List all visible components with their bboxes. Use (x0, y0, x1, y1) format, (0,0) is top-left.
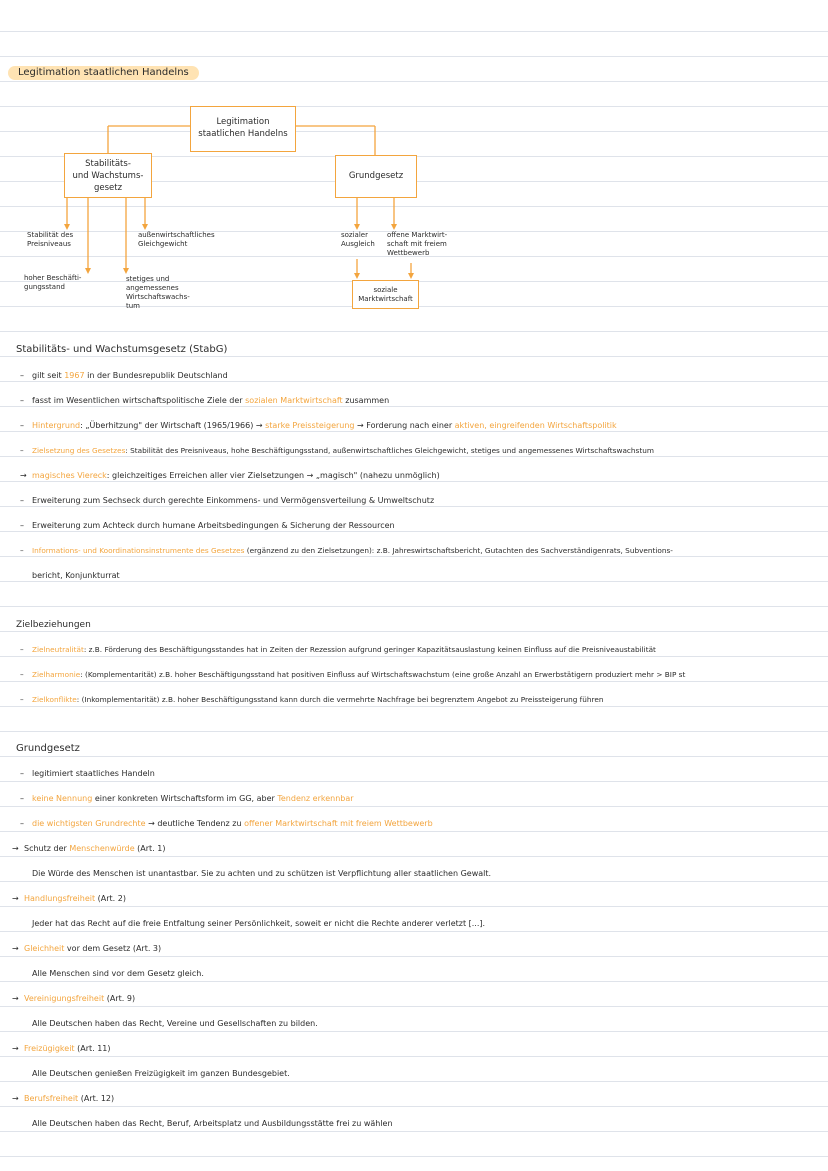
grundgesetz-box-label: Grundgesetz (348, 171, 404, 181)
gg-social-balance-line2: Ausgleich (341, 240, 375, 248)
s1l6: Erweiterung zum Sechseck durch gerechte Einkommens- und Vermögensverteilung & Umweltschutz (32, 496, 435, 505)
section2-heading: Zielbeziehungen (16, 620, 91, 630)
goal-price-stability-line1: Stabilität des (27, 231, 74, 239)
section2-line3: – Zielkonflikte: (Inkomplementarität) z.B. hoher Beschäftigungsstand kann durch die vermehrte Nachfrage bei begrenztem Angebot zu Preissteigerung führen (20, 695, 604, 704)
s1l1-c: in der Bundesrepublik Deutschland (84, 371, 228, 380)
goal-price-stability-line2: Preisniveaus (27, 240, 71, 248)
gg-open-market-line3: Wettbewerb (387, 249, 430, 257)
gg-open-market-line1: offene Marktwirt- (387, 231, 448, 239)
right-6-text: Alle Deutschen haben das Recht, Beruf, Arbeitsplatz und Ausbildungsstätte frei zu wählen (32, 1119, 393, 1128)
root-box-line2: staatlichen Handelns (198, 129, 288, 139)
section1-line4: – Zielsetzung des Gesetzes: Stabilität des Preisniveaus, hohe Beschäftigungsstand, außenwirtschaftliches Gleichgewicht, stetiges und angemessenes Wirtschaftswachstum (20, 446, 654, 455)
right-1-text: Die Würde des Menschen ist unantastbar. Sie zu achten und zu schützen ist Verpflichtung aller staatlichen Gewalt. (32, 869, 492, 878)
r2-c: (Art. 2) (95, 894, 126, 903)
s1l5-a: magisches Viereck (32, 471, 107, 480)
r1-a: Schutz der (24, 844, 70, 853)
r6-c: (Art. 12) (78, 1094, 115, 1103)
s2l1-b: : z.B. Förderung des Beschäftigungsstandes hat in Zeiten der Rezession aufgrund geringer Kapazitätsauslastung keinen Einfluss auf die Preisniveaustabilität (83, 645, 656, 654)
s1l3-a: Hintergrund (32, 421, 81, 430)
section1-line2: – fasst im Wesentlichen wirtschaftspolitische Ziele der sozialen Marktwirtschaft zusammen (20, 396, 390, 405)
s3l2-a: keine Nennung (32, 794, 93, 803)
r1-b: Menschenwürde (69, 844, 135, 853)
r1-c: (Art. 1) (134, 844, 166, 853)
s1l3-d: → Forderung nach einer (354, 421, 455, 430)
s1l7: Erweiterung zum Achteck durch humane Arbeitsbedingungen & Sicherung der Ressourcen (32, 521, 395, 530)
s2l3-b: : (Inkomplementarität) z.B. hoher Beschäftigungsstand kann durch die vermehrte Nachfrage bei begrenztem Angebot zu Preissteigerung führen (76, 695, 604, 704)
goal-growth-line2: angemessenes (126, 284, 179, 292)
s3l3-b: → deutliche Tendenz zu (145, 819, 245, 828)
right-5-text: Alle Deutschen genießen Freizügigkeit im ganzen Bundesgebiet. (32, 1069, 290, 1078)
r3-c: vor dem Gesetz (Art. 3) (64, 944, 162, 953)
goal-growth-line3: Wirtschaftswachs- (126, 293, 190, 301)
s1l3-c: starke Preissteigerung (265, 421, 355, 430)
r4-b: Vereinigungsfreiheit (24, 994, 105, 1003)
right-2: → Handlungsfreiheit (Art. 2) (12, 894, 126, 903)
s1l2-a: fasst im Wesentlichen wirtschaftspolitische Ziele der (32, 396, 246, 405)
social-market-line1: soziale (373, 286, 398, 294)
s1l1-a: gilt seit (32, 371, 65, 380)
root-box (190, 106, 296, 152)
stabg-box (64, 153, 152, 198)
s1l8-b: (ergänzend zu den Zielsetzungen): z.B. Jahreswirtschaftsbericht, Gutachten des Sachverständigenrats, Subventions- (244, 546, 673, 555)
r6-b: Berufsfreiheit (24, 1094, 79, 1103)
section1-line3: – Hintergrund: „Überhitzung" der Wirtschaft (1965/1966) → starke Preissteigerung → Forderung nach einer aktiven, eingreifenden Wirtschaftspolitik (20, 421, 617, 430)
r5-c: (Art. 11) (74, 1044, 111, 1053)
s1l2-b: sozialen Marktwirtschaft (245, 396, 343, 405)
gg-open-market-line2: schaft mit freiem (387, 240, 447, 248)
s1l4-a: Zielsetzung des Gesetzes (32, 446, 126, 455)
grundgesetz-box (335, 155, 417, 198)
right-1: → Schutz der Menschenwürde (Art. 1) (12, 844, 166, 853)
gg-social-balance (341, 231, 375, 249)
section1-line7: – Erweiterung zum Achteck durch humane Arbeitsbedingungen & Sicherung der Ressourcen (20, 521, 395, 530)
gg-social-balance-line1: sozialer (341, 231, 368, 239)
s1l4-b: : Stabilität des Preisniveaus, hohe Beschäftigungsstand, außenwirtschaftliches Gleichgewicht, stetiges und angemessenes Wirtschaftswachstum (125, 446, 654, 455)
section3-line2: – keine Nennung einer konkreten Wirtschaftsform im GG, aber Tendenz erkennbar (20, 794, 354, 803)
goal-price-stability (27, 231, 73, 249)
section3-heading: Grundgesetz (16, 743, 80, 754)
section1-line8-cont: bericht, Konjunkturrat (32, 571, 120, 580)
social-market-box (352, 280, 419, 309)
section1-heading: Stabilitäts- und Wachstumsgesetz (StabG) (16, 344, 228, 355)
right-3: → Gleichheit vor dem Gesetz (Art. 3) (12, 944, 162, 953)
right-2-text: Jeder hat das Recht auf die freie Entfaltung seiner Persönlichkeit, soweit er nicht die Rechte anderer verletzt [...]. (32, 919, 486, 928)
s1l3-e: aktiven, eingreifenden Wirtschaftspolitik (454, 421, 617, 430)
goal-employment-line1: hoher Beschäfti- (24, 274, 82, 282)
section1-line5: → magisches Viereck: gleichzeitiges Erreichen aller vier Zielsetzungen → „magisch" (nahezu unmöglich) (20, 471, 440, 480)
s3l3-a: die wichtigsten Grundrechte (32, 819, 146, 828)
s3l3-c: offener Marktwirtschaft mit freiem Wettbewerb (244, 819, 433, 828)
r5-b: Freizügigkeit (24, 1044, 75, 1053)
section3-line3: – die wichtigsten Grundrechte → deutliche Tendenz zu offener Marktwirtschaft mit freiem Wettbewerb (20, 819, 433, 828)
r4-c: (Art. 9) (104, 994, 136, 1003)
gg-open-market (387, 231, 447, 258)
s3l2-b: einer konkreten Wirtschaftsform im GG, aber (92, 794, 278, 803)
s2l2-b: : (Komplementarität) z.B. hoher Beschäftigungsstand hat positiven Einfluss auf Wirtschaftswachstum (eine große Anzahl an Erwerbstätigern produziert mehr > BIP st (80, 670, 686, 679)
right-5: → Freizügigkeit (Art. 11) (12, 1044, 111, 1053)
goal-growth-line4: tum (126, 302, 140, 310)
right-3-text: Alle Menschen sind vor dem Gesetz gleich. (32, 969, 204, 978)
goal-external-balance-line1: außenwirtschaftliches (138, 231, 215, 239)
section3-line1: – legitimiert staatliches Handeln (20, 769, 155, 778)
section1-line1: – gilt seit 1967 in der Bundesrepublik Deutschland (20, 371, 228, 380)
s1l3-b: : „Überhitzung" der Wirtschaft (1965/1966) → (80, 421, 266, 430)
s2l2-a: Zielharmonie (32, 670, 81, 679)
page-title: Legitimation staatlichen Handelns (8, 66, 199, 80)
social-market-line2: Marktwirtschaft (358, 295, 413, 303)
s2l3-a: Zielkonflikte (32, 695, 77, 704)
stabg-box-line1: Stabilitäts- (85, 159, 131, 169)
s3l1: legitimiert staatliches Handeln (32, 769, 155, 778)
s2l1-a: Zielneutralität (32, 645, 84, 654)
stabg-box-line3: gesetz (93, 183, 123, 193)
s1l2-c: zusammen (342, 396, 390, 405)
section2-line1: – Zielneutralität: z.B. Förderung des Beschäftigungsstandes hat in Zeiten der Rezession aufgrund geringer Kapazitätsauslastung keinen Einfluss auf die Preisniveaustabilität (20, 645, 656, 654)
goal-external-balance (138, 231, 215, 249)
section2-line2: – Zielharmonie: (Komplementarität) z.B. hoher Beschäftigungsstand hat positiven Einfluss auf Wirtschaftswachstum (eine große Anzahl an Erwerbstätigern produziert mehr > BIP st (20, 670, 686, 679)
right-4-text: Alle Deutschen haben das Recht, Vereine und Gesellschaften zu bilden. (32, 1019, 318, 1028)
root-box-line1: Legitimation (216, 117, 270, 127)
stabg-box-line2: und Wachstums- (72, 171, 144, 181)
r2-b: Handlungsfreiheit (24, 894, 96, 903)
goal-external-balance-line2: Gleichgewicht (138, 240, 188, 248)
s3l2-c: Tendenz erkennbar (277, 794, 354, 803)
right-4: → Vereinigungsfreiheit (Art. 9) (12, 994, 136, 1003)
section1-line6: – Erweiterung zum Sechseck durch gerechte Einkommens- und Vermögensverteilung & Umweltschutz (20, 496, 435, 505)
goal-growth (126, 275, 190, 311)
right-6: → Berufsfreiheit (Art. 12) (12, 1094, 115, 1103)
s1l5-b: : gleichzeitiges Erreichen aller vier Zielsetzungen → „magisch" (nahezu unmöglich) (106, 471, 440, 480)
goal-employment-line2: gungsstand (24, 283, 65, 291)
s1l1-b: 1967 (64, 371, 85, 380)
s1l8-a: Informations- und Koordinationsinstrumente des Gesetzes (32, 546, 245, 555)
r3-b: Gleichheit (24, 944, 65, 953)
goal-employment (24, 274, 81, 292)
goal-growth-line1: stetiges und (126, 275, 170, 283)
section1-line8: – Informations- und Koordinationsinstrumente des Gesetzes (ergänzend zu den Zielsetzungen): z.B. Jahreswirtschaftsbericht, Gutachten des Sachverständigenrats, Subventions- (20, 546, 673, 555)
